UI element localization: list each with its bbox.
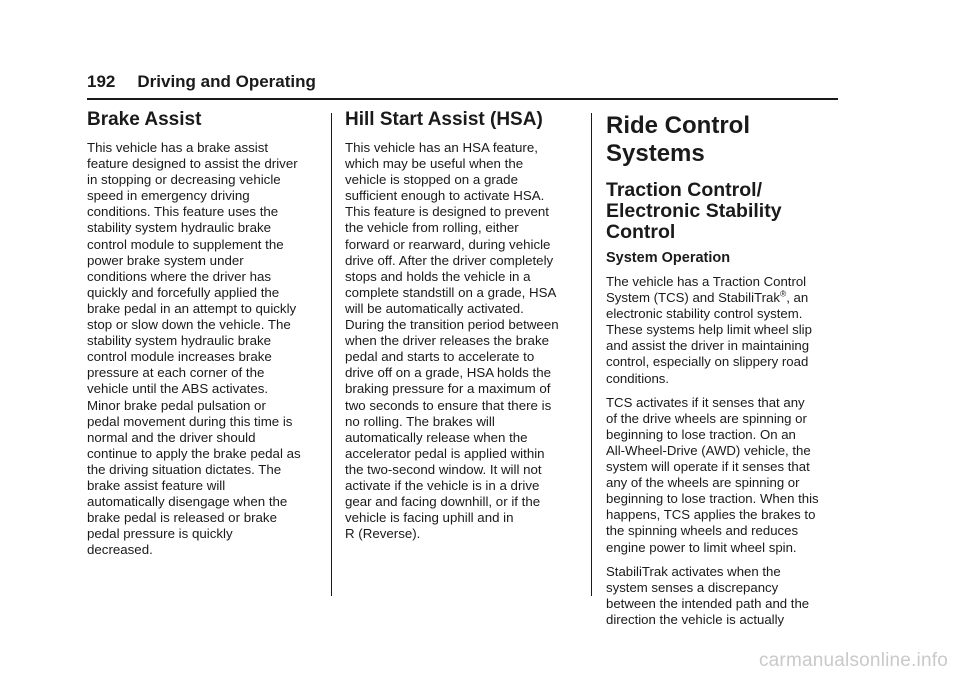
- ride-control-title: Ride Control Systems: [606, 112, 750, 167]
- column-divider-2: [591, 113, 592, 596]
- column-hill-start-assist: [345, 108, 577, 550]
- watermark: carmanualsonline.info: [758, 650, 948, 671]
- page-number: 192: [87, 72, 116, 91]
- brake-assist-paragraph: This vehicle has a brake assist feature designed to assist the driver in stopping or decreasing vehicle speed in emergency driving conditions. This feature uses the stability system hydraulic brake control module to supplement the power brake system under conditions where the driver has quickly and forcefully applied the brake pedal in an attempt to quickly stop or slow down the vehicle. The stability system hydraulic brake control module increases brake pressure at each corner of the vehicle until the ABS activates. Minor brake pedal pulsation or pedal movement during this time is normal and the driver should continue to apply the brake pedal as the driving situation dictates. The brake assist feature will automatically disengage when the brake pedal is released or brake pedal pressure is quickly decreased.: [87, 140, 301, 558]
- tcs-intro-paragraph: The vehicle has a Traction Control System (TCS) and StabiliTrak®, an electronic stability control system. These systems help limit wheel slip and assist the driver in maintaining control, especially on slippery road conditions.: [606, 274, 812, 386]
- tcs-activation-paragraph: TCS activates if it senses that any of the drive wheels are spinning or beginning to lose traction. On an All-Wheel-Drive (AWD) vehicle, the system will operate if it senses that any of the wheels are spinning or beginning to lose traction. When this happens, TCS applies the brakes to the spinning wheels and reduces engine power to limit wheel spin.: [606, 394, 819, 555]
- column-brake-assist: [87, 108, 323, 566]
- hsa-heading: Hill Start Assist (HSA): [345, 109, 543, 130]
- system-operation-heading: System Operation: [606, 250, 731, 266]
- traction-control-heading: Traction Control/ Electronic Stability Control: [606, 179, 782, 243]
- header-rule: [87, 98, 838, 100]
- stabilitrak-paragraph: StabiliTrak activates when the system senses a discrepancy between the intended path and the direction the vehicle is actually: [606, 563, 810, 627]
- brake-assist-heading: Brake Assist: [87, 109, 202, 130]
- hsa-paragraph: This vehicle has an HSA feature, which may be useful when the vehicle is stopped on a grade sufficient enough to activate HSA. This feature is designed to prevent the vehicle from rolling, either forward or rearward, during vehicle drive off. After the driver completely stops and holds the vehicle in a complete standstill on a grade, HSA will be automatically activated. During the transition period between when the driver releases the brake pedal and starts to accelerate to drive off on a grade, HSA holds the braking pressure for a maximum of two seconds to ensure that there is no rolling. The brakes will automatically release when the accelerator pedal is applied within the two-second window. It will not activate if the vehicle is in a drive gear and facing downhill, or if the vehicle is facing uphill and in R (Reverse).: [345, 140, 559, 542]
- section-title: Driving and Operating: [137, 72, 316, 91]
- registered-mark: ®: [779, 288, 787, 299]
- page-header: [87, 72, 838, 98]
- column-divider-1: [331, 113, 332, 596]
- column-ride-control: [606, 108, 842, 636]
